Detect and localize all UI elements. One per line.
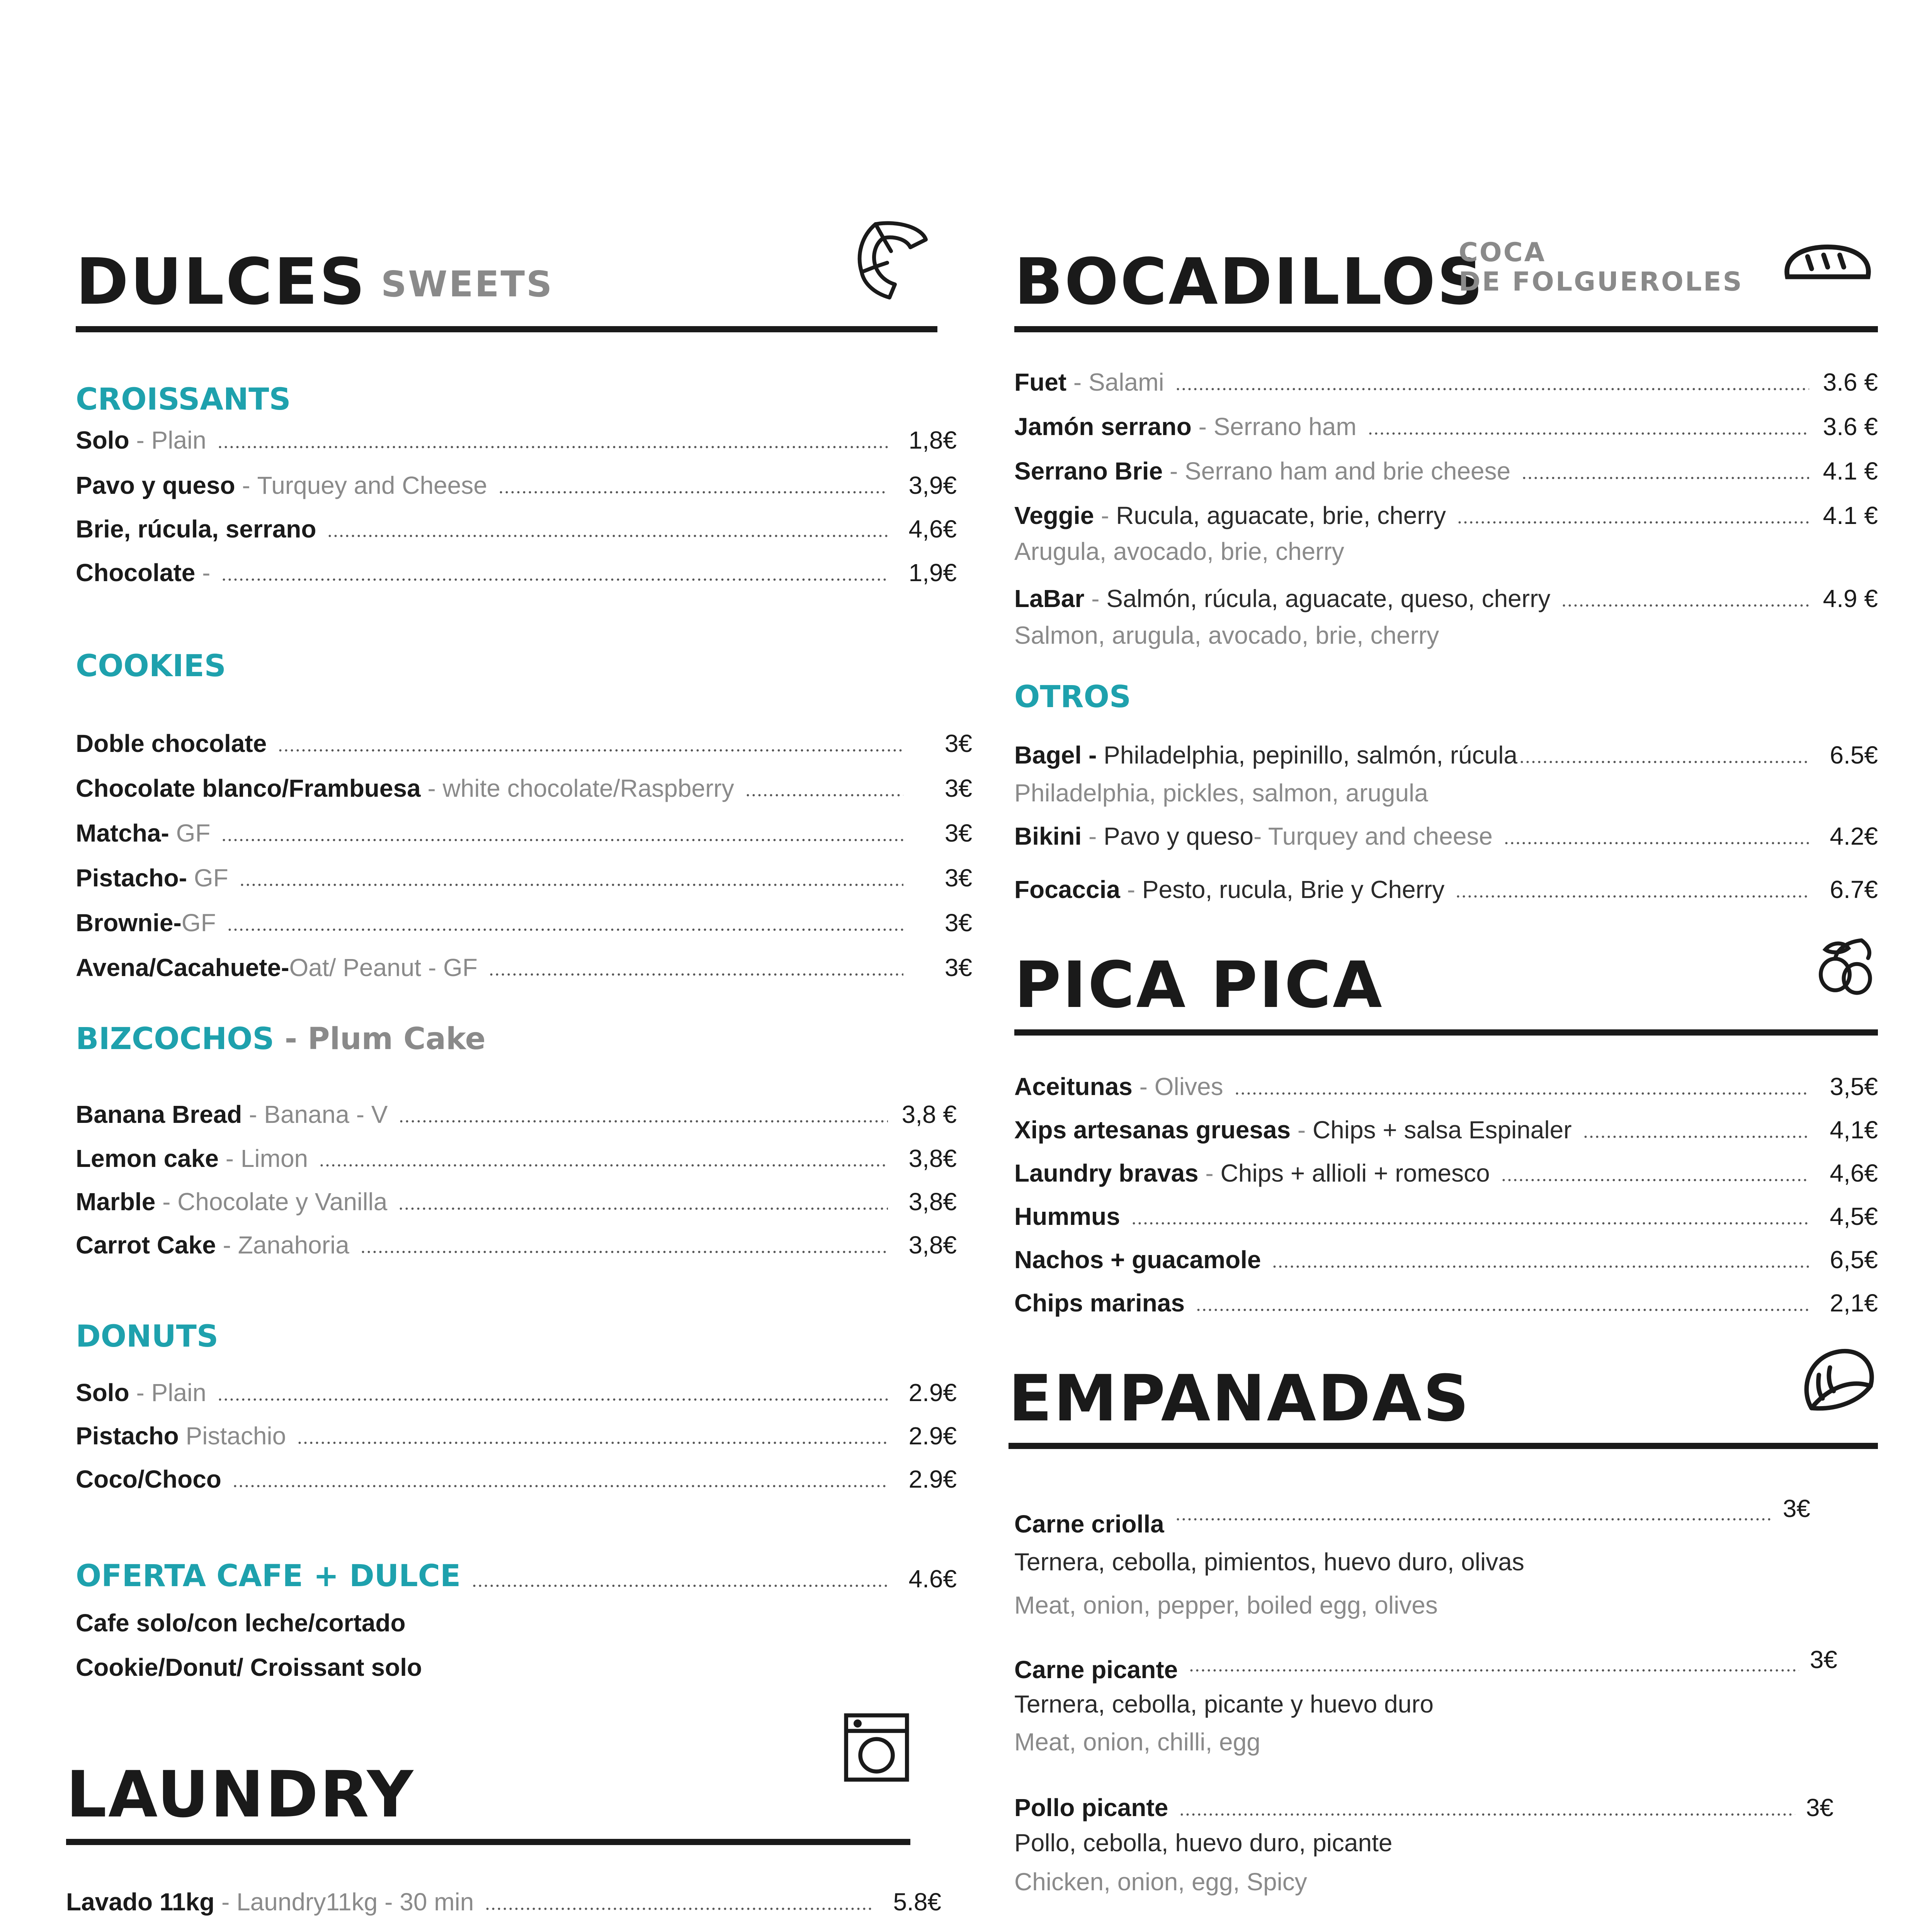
menu-item: Aceitunas - Olives 3,5€ [1014,1073,1878,1100]
dulces-header [76,209,957,332]
leader-dots [1457,521,1809,524]
menu-item: Jamón serrano - Serrano ham 3.6 € [1014,413,1878,440]
empanadas-header [1009,1333,1884,1449]
bread-icon [1779,240,1876,290]
menu-item: Pistacho Pistachio 2.9€ [76,1422,957,1450]
menu-item: Nachos + guacamole 6,5€ [1014,1246,1878,1274]
leader-dots [1561,604,1809,607]
leader-dots [398,1120,888,1123]
menu-item: Bagel - Philadelphia, pepinillo, salmón, rúcula 6.5€ [1014,741,1878,769]
laundry-title: LAUNDRY [66,1757,415,1832]
item-translation: Salmon, arugula, avocado, brie, cherry [1014,621,1439,649]
menu-item: LaBar - Salmón, rúcula, aguacate, queso, cherry 4.9 € [1014,585,1878,612]
dulces-subtitle: SWEETS [381,264,554,305]
washing-machine-icon [843,1712,910,1783]
croissant-icon [852,216,930,301]
leader-dots [239,883,903,886]
menu-item: Focaccia - Pesto, rucula, Brie y Cherry 6.7€ [1014,876,1878,903]
leader-dots [1175,1518,1772,1521]
leader-dots [232,1485,888,1488]
leader-dots [327,534,888,537]
leader-dots [277,749,903,752]
laundry-header [66,1712,957,1845]
taco-icon [1797,1345,1878,1416]
leader-dots [217,446,888,449]
dulces-rule [76,326,937,332]
leader-dots [1503,842,1809,845]
menu-item: Chocolate blanco/Frambuesa - white chocolate/Raspberry 3€ [76,774,972,802]
menu-item: Carne criolla 3€ [1014,1495,1810,1538]
menu-item: Solo - Plain 1,8€ [76,426,957,454]
leader-dots [319,1164,888,1167]
menu-item: Fuet - Salami 3.6 € [1014,368,1878,396]
leader-dots [488,973,903,976]
menu-item: Pistacho- GF 3€ [76,864,972,892]
menu-item: Pavo y queso - Turquey and Cheese 3,9€ [76,471,957,499]
empanada-desc: Ternera, cebolla, pimientos, huevo duro, olivas [1014,1548,1524,1576]
menu-item: Bikini - Pavo y queso - Turquey and cheese 4.2€ [1014,822,1878,850]
menu-item: Carne picante 3€ [1014,1646,1837,1684]
leader-dots [1455,895,1809,898]
menu-item: Brie, rúcula, serrano 4,6€ [76,515,957,543]
menu-item: Lemon cake - Limon 3,8€ [76,1145,957,1172]
leader-dots [1272,1265,1809,1268]
leader-dots [217,1398,888,1401]
empanada-desc-en: Chicken, onion, egg, Spicy [1014,1868,1307,1896]
right-column [1009,0,1884,1932]
menu-item: Carrot Cake - Zanahoria 3,8€ [76,1231,957,1259]
menu-item: Banana Bread - Banana - V 3,8 € [76,1100,957,1128]
menu-item: Chocolate - 1,9€ [76,559,957,587]
leader-dots [498,491,888,494]
menu-item: Veggie - Rucula, aguacate, brie, cherry 4.1 € [1014,502,1878,529]
menu-item: Hummus 4,5€ [1014,1202,1878,1230]
menu-item: Solo - Plain 2.9€ [76,1379,957,1406]
leader-dots [1367,432,1809,435]
oferta-row: OFERTA CAFE + DULCE 4.6€ [76,1559,957,1594]
leader-dots [1196,1308,1809,1311]
cookies-heading: COOKIES [76,649,226,684]
empanada-desc: Pollo, cebolla, huevo duro, picante [1014,1829,1393,1857]
pica-pica-header [1014,920,1884,1036]
leader-dots [221,838,903,842]
leader-dots [360,1250,888,1253]
leader-dots [1189,1669,1799,1672]
leader-dots [221,578,888,581]
leader-dots [485,1907,872,1910]
leader-dots [1131,1222,1809,1225]
menu-item: Laundry bravas - Chips + allioli + romesco 4,6€ [1014,1159,1878,1187]
leader-dots [1501,1179,1809,1182]
leader-dots [227,928,903,931]
leader-dots [297,1441,888,1444]
leader-dots [1175,388,1809,391]
menu-item: Chips marinas 2,1€ [1014,1289,1878,1317]
oferta-heading: OFERTA CAFE + DULCE [76,1559,461,1594]
bocadillos-title: BOCADILLOS [1014,245,1485,319]
leader-dots [1179,1813,1795,1816]
menu-item [1014,1930,1832,1932]
menu-item: Doble chocolate 3€ [76,730,972,757]
empanada-desc: Ternera, cebolla, picante y huevo duro [1014,1690,1434,1718]
empanadas-title: EMPANADAS [1009,1361,1471,1435]
leader-dots [398,1207,888,1210]
item-translation: Arugula, avocado, brie, cherry [1014,537,1344,565]
donuts-heading: DONUTS [76,1319,219,1354]
menu-item: Serrano Brie - Serrano ham and brie cheese 4.1 € [1014,457,1878,485]
laundry-rule [66,1839,910,1845]
leader-dots [1521,476,1809,480]
leader-dots [1234,1092,1809,1095]
pica-pica-rule [1014,1029,1878,1036]
leader-dots [1519,760,1809,764]
bocadillos-subtitle: COCA DE FOLGUEROLES [1459,237,1743,297]
leader-dots [745,794,903,797]
bocadillos-rule [1014,326,1878,332]
menu-item: Lavado 11kg - Laundry11kg - 30 min 5.8€ [66,1888,941,1916]
left-column [66,0,972,1932]
bocadillos-header [1014,209,1884,332]
item-translation: Philadelphia, pickles, salmon, arugula [1014,779,1428,807]
croissants-heading: CROISSANTS [76,382,291,417]
empanada-desc-en: Meat, onion, chilli, egg [1014,1728,1260,1756]
oferta-line: Cafe solo/con leche/cortado [76,1609,406,1637]
dulces-title: DULCES [76,245,367,319]
menu-item: Brownie- GF 3€ [76,909,972,937]
olives-icon [1812,935,1878,1001]
otros-heading: OTROS [1014,680,1131,714]
leader-dots [1583,1135,1810,1138]
menu-item: Matcha- GF 3€ [76,819,972,847]
empanadas-rule [1009,1443,1878,1449]
menu-item: Coco/Choco 2.9€ [76,1465,957,1493]
menu-item: Marble - Chocolate y Vanilla 3,8€ [76,1188,957,1216]
pica-pica-title: PICA PICA [1014,948,1384,1022]
menu-item: Avena/Cacahuete- Oat/ Peanut - GF 3€ [76,954,972,981]
empanada-desc-en: Meat, onion, pepper, boiled egg, olives [1014,1591,1438,1619]
menu-item: Pollo picante 3€ [1014,1794,1833,1821]
menu-item: Xips artesanas gruesas - Chips + salsa Espinaler 4,1€ [1014,1116,1878,1144]
oferta-line: Cookie/Donut/ Croissant solo [76,1653,422,1681]
bizcochos-heading: BIZCOCHOS - Plum Cake [76,1022,486,1056]
leader-dots [471,1584,888,1587]
